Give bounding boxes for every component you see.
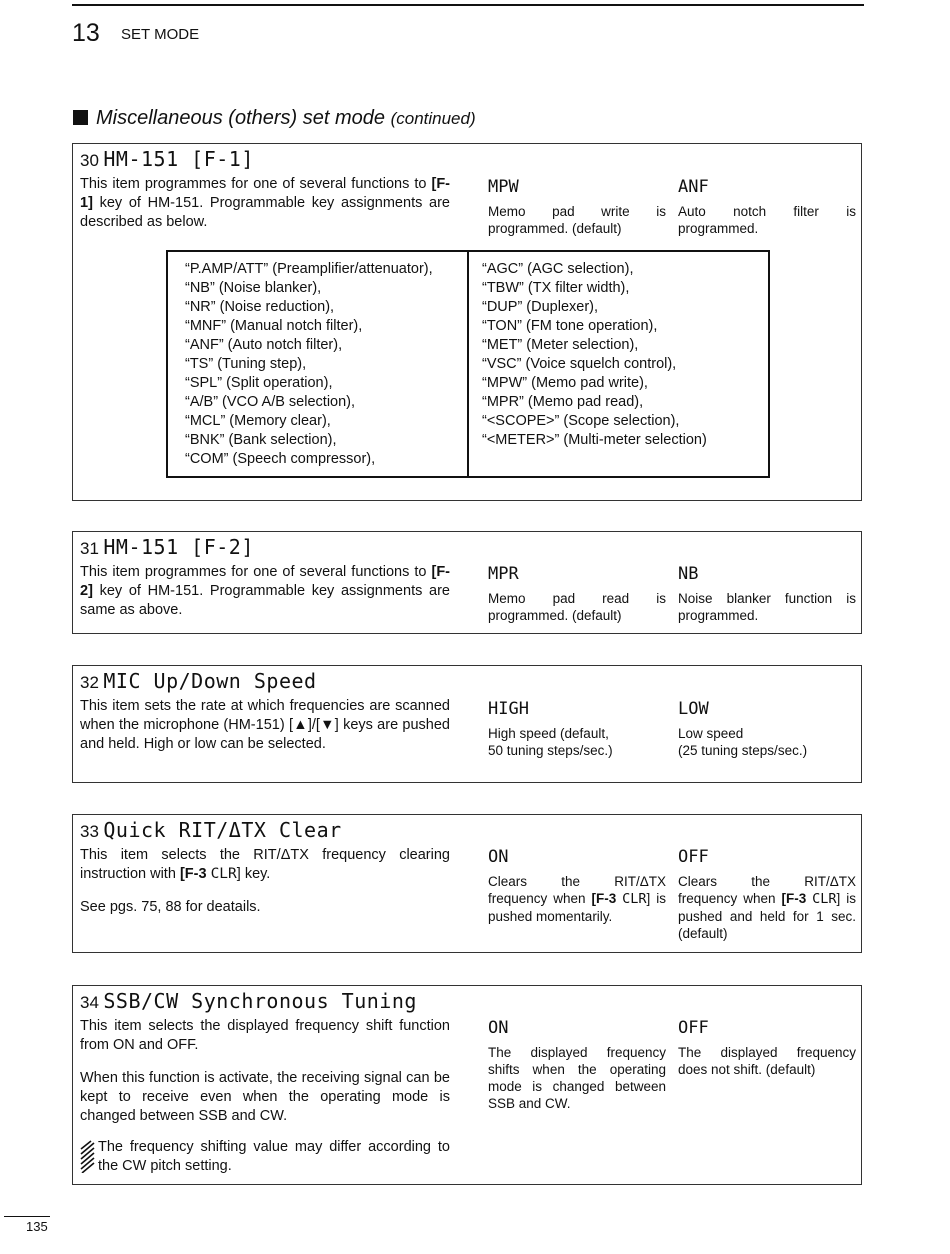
option-description-line: 50 tuning steps/sec.) [488,743,613,758]
assignment-item: “P.AMP/ATT” (Preamplifier/attenuator), [185,261,433,277]
assignment-item: “VSC” (Voice squelch control), [482,356,677,372]
option-description: The displayed frequency does not shift. (default) [678,1045,856,1077]
assignment-item: “MCL” (Memory clear), [185,413,331,429]
assignment-item: “DUP” (Duplexer), [482,299,599,315]
option-low [678,699,856,759]
note [80,1138,450,1176]
item-name: HM-151 [F-1] [103,147,254,171]
option-name: OFF [678,1018,709,1038]
item-number: 30 [80,151,99,170]
item-description [80,846,450,931]
page-number: 135 [26,1219,48,1234]
assignment-item: “<METER>” (Multi-meter selection) [482,432,707,448]
assignment-item: “BNK” (Bank selection), [185,432,337,448]
description-paragraph: This item programmes for one of several functions to [F-1] key of HM-151. Programmable key assignments are described as below. [80,176,450,230]
item-name: HM-151 [F-2] [103,535,254,559]
assignment-item: “MPR” (Memo pad read), [482,394,644,410]
option-off [678,847,856,942]
option-description [488,725,666,759]
item-description [80,697,450,768]
option-name: LOW [678,699,709,719]
item-description [80,1017,450,1140]
item-number: 34 [80,993,99,1012]
option-anf [678,177,856,237]
table-divider [467,252,469,476]
assignment-item: “TS” (Tuning step), [185,356,307,372]
option-description: Clears the RIT/ΔTX frequency when [F-3 CLR] is pushed and held for 1 sec. (default) [678,874,856,941]
top-rule [72,4,864,6]
description-paragraph: This item selects the RIT/ΔTX frequency clearing instruction with [F-3 CLR] key. [80,847,450,882]
assignment-item: “<SCOPE>” (Scope selection), [482,413,680,429]
assignment-item: “TBW” (TX filter width), [482,280,630,296]
assignment-item: “COM” (Speech compressor), [185,451,376,467]
item-description [80,175,450,246]
option-description-line: (25 tuning steps/sec.) [678,743,808,758]
option-description: Noise blanker function is programmed. [678,591,856,623]
set-item-33 [72,814,862,953]
item-title [80,989,417,1013]
square-bullet-icon [73,110,88,125]
assignment-item: “NB” (Noise blanker), [185,280,322,296]
option-name: NB [678,564,699,584]
option-name: OFF [678,847,709,867]
option-name: MPW [488,177,519,197]
option-description: Clears the RIT/ΔTX frequency when [F-3 CLR] is pushed momentarily. [488,874,666,924]
option-description: Memo pad read is programmed. (default) [488,591,666,623]
option-description: The displayed frequency shifts when the operating mode is changed between SSB and CW. [488,1045,666,1111]
option-name: MPR [488,564,519,584]
option-mpr [488,564,666,624]
assignment-column-left [185,260,433,469]
option-name: ON [488,847,509,867]
item-title [80,818,342,842]
key-assignment-table [166,250,770,478]
section-heading [73,104,476,133]
item-description [80,563,450,634]
assignment-item: “NR” (Noise reduction), [185,299,335,315]
note-hatch-icon [80,1140,95,1173]
assignment-item: “AGC” (AGC selection), [482,261,634,277]
item-title [80,535,254,559]
set-item-31 [72,531,862,634]
assignment-item: “MET” (Meter selection), [482,337,639,353]
item-number: 32 [80,673,99,692]
section-title: Miscellaneous (others) set mode [96,107,386,129]
item-number: 31 [80,539,99,558]
option-description [678,725,856,759]
description-paragraph: When this function is activate, the receiving signal can be kept to receive even when the operating mode is changed between SSB and CW. [80,1070,450,1124]
set-item-32 [72,665,862,783]
item-name: Quick RIT/ΔTX Clear [103,818,342,842]
option-high [488,699,666,759]
assignment-column-right [482,260,707,450]
description-paragraph: See pgs. 75, 88 for deatails. [80,899,261,915]
option-description: Memo pad write is programmed. (default) [488,204,666,236]
option-mpw [488,177,666,237]
assignment-item: “ANF” (Auto notch filter), [185,337,343,353]
option-on [488,1018,666,1112]
set-item-30 [72,143,862,501]
option-name: ON [488,1018,509,1038]
item-number: 33 [80,822,99,841]
item-title [80,147,254,171]
option-name: HIGH [488,699,529,719]
note-text: The frequency shifting value may differ according to the CW pitch setting. [98,1139,450,1174]
description-paragraph: This item programmes for one of several functions to [F-2] key of HM-151. Programmable key assignments are same as above. [80,564,450,618]
assignment-item: “TON” (FM tone operation), [482,318,658,334]
option-description-line: Low speed [678,726,744,741]
chapter-number: 13 [72,19,100,47]
assignment-item: “A/B” (VCO A/B selection), [185,394,356,410]
option-on [488,847,666,925]
option-off [678,1018,856,1078]
page-number-rule [4,1216,50,1217]
item-title [80,669,317,693]
item-name: MIC Up/Down Speed [103,669,317,693]
set-item-34 [72,985,862,1185]
assignment-item: “MPW” (Memo pad write), [482,375,648,391]
description-paragraph: This item sets the rate at which frequencies are scanned when the microphone (HM-151) [▲]/[▼] keys are pushed and held. High or low can be selected. [80,698,450,752]
option-nb [678,564,856,624]
item-name: SSB/CW Synchronous Tuning [103,989,417,1013]
assignment-item: “SPL” (Split operation), [185,375,333,391]
option-name: ANF [678,177,709,197]
description-paragraph: This item selects the displayed frequency shift function from ON and OFF. [80,1018,450,1053]
chapter-title: SET MODE [121,26,200,43]
section-continued: (continued) [390,109,476,128]
option-description: Auto notch filter is programmed. [678,204,856,236]
assignment-item: “MNF” (Manual notch filter), [185,318,363,334]
option-description-line: High speed (default, [488,726,609,741]
